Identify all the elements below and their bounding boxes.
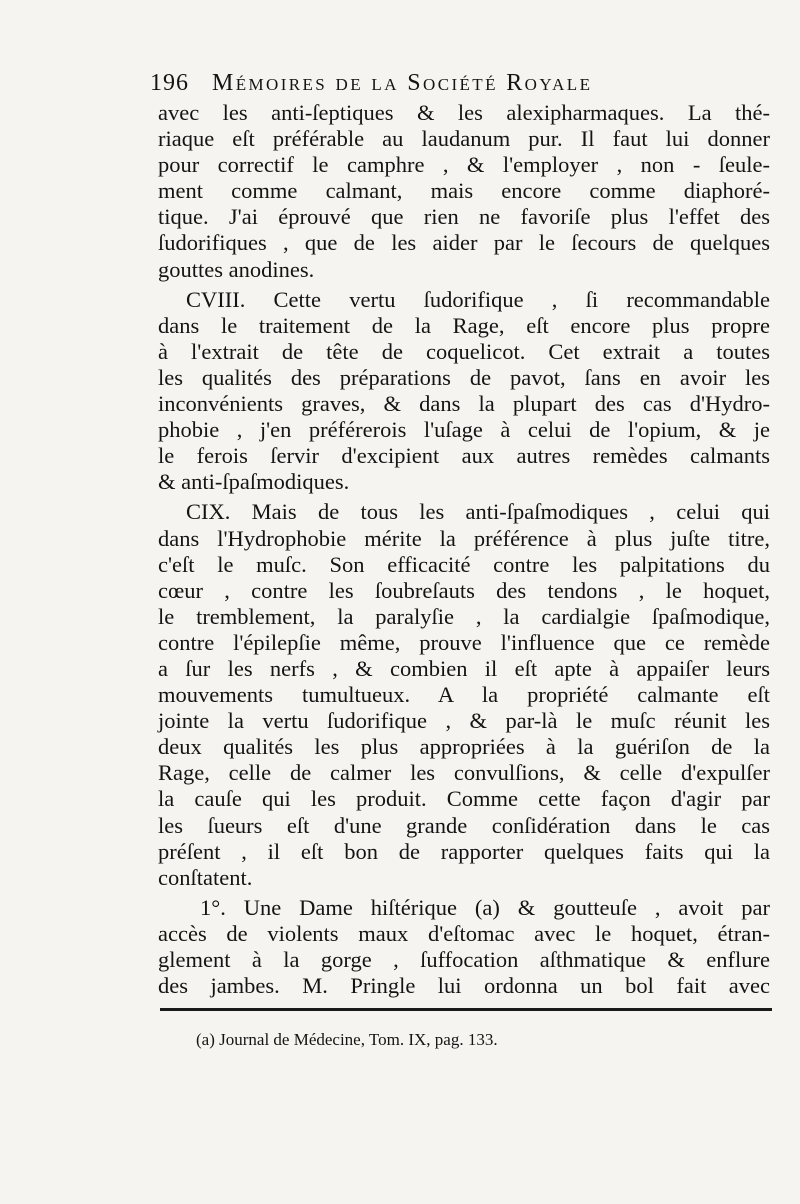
- text-line: riaque eſt préférable au laudanum pur. Il faut lui donner: [158, 126, 770, 152]
- text-line: la cauſe qui les produit. Comme cette façon d'agir par: [158, 786, 770, 812]
- text-line: avec les anti-ſeptiques & les alexipharmaques. La thé-: [158, 100, 770, 125]
- text-line: les ſueurs eſt d'une grande conſidération dans le cas: [158, 812, 770, 838]
- text-line: les qualités des préparations de pavot, ſans en avoir les: [158, 364, 770, 390]
- text-line: glement à la gorge , ſuffocation aſthmatique & enflure: [158, 947, 770, 972]
- text-line: le ferois ſervir d'excipient aux autres remèdes calmants: [158, 443, 770, 469]
- text-line: tique. J'ai éprouvé que rien ne favoriſe plus l'effet des: [158, 204, 770, 230]
- text-line: deux qualités les plus appropriées à la guériſon de la: [158, 734, 770, 760]
- section-cix-first-line: CIX. Mais de tous les anti-ſpaſmodiques , celui qui: [186, 499, 770, 525]
- running-title: Mémoires de la Société Royale: [212, 70, 593, 96]
- text-line: le tremblement, la paralyſie , la cardialgie ſpaſmodique,: [158, 603, 770, 629]
- page-number: 196: [150, 70, 189, 96]
- page-header: [150, 64, 710, 96]
- text-line: gouttes anodines.: [158, 256, 315, 282]
- text-line: cœur , contre les ſoubreſauts des tendons , le hoquet,: [158, 577, 770, 603]
- text-line: dans l'Hydrophobie mérite la préférence à plus juſte titre,: [158, 525, 770, 551]
- text-line: des jambes. M. Pringle lui ordonna un bol fait avec: [158, 973, 770, 999]
- text-line: c'eſt le muſc. Son efficacité contre les palpitations du: [158, 551, 770, 577]
- case-one-first-line: 1°. Une Dame hiſtérique (a) & goutteuſe , avoit par: [200, 894, 770, 920]
- text-line: phobie , j'en préférerois l'uſage à celui de l'opium, & je: [158, 417, 770, 443]
- text-line: ment comme calmant, mais encore comme diaphoré-: [158, 178, 770, 204]
- text-line: pour correctif le camphre , & l'employer , non - ſeule-: [158, 152, 770, 178]
- text-line: inconvénients graves, & dans la plupart des cas d'Hydro-: [158, 391, 770, 417]
- text-line: a ſur les nerfs , & combien il eſt apte à appaiſer leurs: [158, 655, 770, 681]
- text-line: & anti-ſpaſmodiques.: [158, 469, 350, 495]
- text-line: mouvements tumultueux. A la propriété calmante eſt: [158, 682, 770, 708]
- text-line: accès de violents maux d'eſtomac avec le hoquet, étran-: [158, 920, 770, 946]
- footnote-divider: [160, 1008, 772, 1011]
- body-text: [158, 100, 770, 999]
- text-line: ſudorifiques , que de les aider par le ſecours de quelques: [158, 230, 770, 256]
- text-line: préſent , il eſt bon de rapporter quelques faits qui la: [158, 838, 770, 864]
- section-cviii-first-line: CVIII. Cette vertu ſudorifique , ſi recommandable: [186, 286, 770, 312]
- text-line: conſtatent.: [158, 864, 253, 890]
- footnote: (a) Journal de Médecine, Tom. IX, pag. 133.: [196, 1030, 498, 1049]
- text-line: dans le traitement de la Rage, eſt encore plus propre: [158, 312, 770, 338]
- text-line: jointe la vertu ſudorifique , & par-là le muſc réunit les: [158, 708, 770, 734]
- text-line: contre l'épilepſie même, prouve l'influence que ce remède: [158, 629, 770, 655]
- text-line: Rage, celle de calmer les convulſions, & celle d'expulſer: [158, 760, 770, 786]
- text-line: à l'extrait de tête de coquelicot. Cet extrait a toutes: [158, 338, 770, 364]
